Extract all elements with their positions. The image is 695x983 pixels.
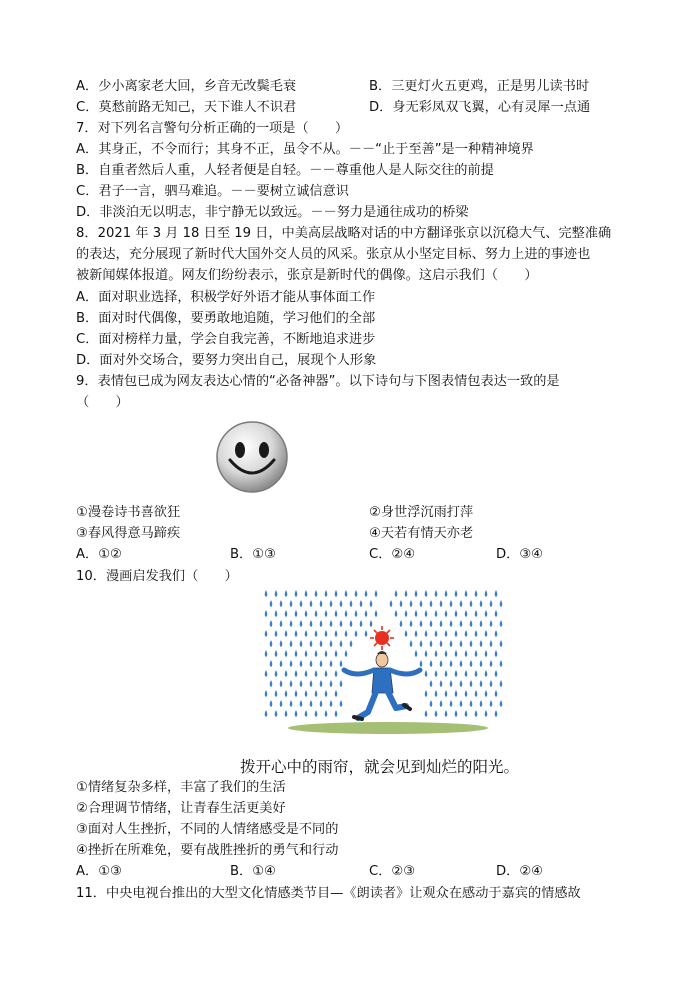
raindrop	[455, 630, 458, 637]
q8-option-a: A．面对职业选择，积极学好外语才能从事体面工作	[76, 290, 376, 305]
raindrop	[305, 670, 308, 677]
raindrop	[280, 620, 283, 627]
raindrop	[345, 590, 348, 597]
raindrop	[280, 640, 283, 647]
raindrop	[335, 670, 338, 677]
raindrop	[275, 610, 278, 617]
raindrop	[405, 590, 408, 597]
raindrop	[445, 610, 448, 617]
raindrop	[470, 640, 473, 647]
q9-stem-line1: 9．表情包已成为网友表达心情的“必备神器”。以下诗句与下图表情包表达一致的是	[76, 374, 560, 389]
raindrop	[295, 670, 298, 677]
raindrop	[315, 690, 318, 697]
raindrop	[280, 600, 283, 607]
q6-option-b: B．三更灯火五更鸡，正是男儿读书时	[369, 79, 590, 94]
raindrop	[345, 630, 348, 637]
raindrop	[295, 650, 298, 657]
raindrop	[285, 650, 288, 657]
raindrop	[320, 600, 323, 607]
raindrop	[285, 690, 288, 697]
raindrop	[410, 620, 413, 627]
raindrop	[495, 630, 498, 637]
raindrop	[460, 620, 463, 627]
raindrop	[265, 610, 268, 617]
raindrop	[495, 670, 498, 677]
raindrop	[325, 710, 328, 717]
raindrop	[420, 640, 423, 647]
raindrop	[450, 640, 453, 647]
raindrop	[440, 680, 443, 687]
raindrop	[440, 600, 443, 607]
raindrop	[480, 680, 483, 687]
raindrop	[480, 600, 483, 607]
raindrop	[425, 630, 428, 637]
raindrop	[275, 710, 278, 717]
raindrop	[440, 620, 443, 627]
q11-stem: 11．中央电视台推出的大型文化情感类节目—《朗读者》让观众在感动于嘉宾的情感故	[76, 886, 581, 901]
q8-option-b: B．面对时代偶像，要勇敢地追随，学习他们的全部	[76, 311, 376, 326]
raindrop	[465, 630, 468, 637]
raindrop	[485, 690, 488, 697]
raindrop	[425, 650, 428, 657]
raindrop	[370, 620, 373, 627]
raindrop	[440, 700, 443, 707]
raindrop	[410, 600, 413, 607]
raindrop	[295, 690, 298, 697]
raindrop	[435, 650, 438, 657]
raindrop	[290, 620, 293, 627]
raindrop	[285, 610, 288, 617]
raindrop	[480, 620, 483, 627]
raindrop	[375, 610, 378, 617]
raindrop	[310, 600, 313, 607]
q10-stem: 10．漫画启发我们（ ）	[76, 569, 238, 584]
raindrop	[350, 620, 353, 627]
q9-item-1: ①漫卷诗书喜欲狂	[76, 505, 181, 520]
raindrop	[435, 610, 438, 617]
raindrop	[475, 630, 478, 637]
raindrop	[360, 620, 363, 627]
raindrop	[315, 610, 318, 617]
smiley-face-emoji	[215, 420, 289, 494]
raindrop	[330, 660, 333, 667]
raindrop	[310, 660, 313, 667]
raindrop	[455, 670, 458, 677]
raindrop	[460, 640, 463, 647]
raindrop	[465, 710, 468, 717]
raindrop	[305, 690, 308, 697]
ground	[288, 722, 488, 734]
raindrop	[335, 590, 338, 597]
raindrop	[330, 700, 333, 707]
raindrop	[270, 600, 273, 607]
raindrop	[485, 670, 488, 677]
raindrop	[265, 590, 268, 597]
q9-item-3: ③春风得意马蹄疾	[76, 526, 181, 541]
raindrop	[390, 600, 393, 607]
raindrop	[285, 630, 288, 637]
raindrop	[455, 710, 458, 717]
raindrop	[415, 590, 418, 597]
raindrop	[445, 690, 448, 697]
raindrop	[460, 700, 463, 707]
raindrop	[345, 650, 348, 657]
raindrop	[465, 650, 468, 657]
q8-stem-line2: 的表达，充分展现了新时代大国外交人员的风采。张京从小坚定目标、努力上进的事迹也	[76, 247, 591, 262]
raindrop	[465, 670, 468, 677]
raindrop	[460, 680, 463, 687]
raindrop	[495, 610, 498, 617]
q9-stem-line2: （ ）	[76, 395, 129, 410]
raindrop	[290, 640, 293, 647]
raindrop	[345, 610, 348, 617]
q6-option-c: C．莫愁前路无知己，天下谁人不识君	[76, 100, 297, 115]
raindrop	[450, 700, 453, 707]
raindrop	[500, 660, 503, 667]
sun-icon	[370, 626, 394, 650]
raindrop	[495, 690, 498, 697]
raindrop	[470, 680, 473, 687]
raindrop	[425, 690, 428, 697]
raindrop	[405, 610, 408, 617]
raindrop	[370, 600, 373, 607]
raindrop	[330, 680, 333, 687]
raindrop	[285, 710, 288, 717]
raindrop	[340, 600, 343, 607]
raindrop	[460, 660, 463, 667]
raindrop	[495, 590, 498, 597]
q9-item-4: ④天若有情天亦老	[369, 526, 474, 541]
raindrop	[485, 630, 488, 637]
q7-stem: 7．对下列名言警句分析正确的一项是（ ）	[76, 121, 349, 136]
raindrop	[430, 620, 433, 627]
raindrop	[445, 710, 448, 717]
raindrop	[295, 710, 298, 717]
raindrop	[455, 650, 458, 657]
raindrop	[340, 640, 343, 647]
raindrop	[430, 700, 433, 707]
raindrop	[500, 700, 503, 707]
raindrop	[290, 660, 293, 667]
q9-item-2: ②身世浮沉雨打萍	[369, 505, 474, 520]
raindrop	[425, 670, 428, 677]
raindrop	[435, 690, 438, 697]
raindrop	[425, 610, 428, 617]
raindrop	[275, 650, 278, 657]
raindrop	[350, 600, 353, 607]
raindrop	[300, 600, 303, 607]
person-figure	[344, 651, 420, 719]
raindrop	[300, 700, 303, 707]
raindrop	[485, 710, 488, 717]
raindrop	[325, 650, 328, 657]
q7-option-c: C．君子一言，驷马难追。－－要树立诚信意识	[76, 184, 349, 199]
raindrop	[420, 660, 423, 667]
raindrop	[355, 630, 358, 637]
q7-option-d: D．非淡泊无以明志，非宁静无以致远。－－努力是通往成功的桥梁	[76, 205, 469, 220]
raindrop	[470, 660, 473, 667]
raindrop	[320, 700, 323, 707]
raindrop	[275, 590, 278, 597]
raindrop	[480, 700, 483, 707]
raindrop	[270, 660, 273, 667]
raindrop	[445, 650, 448, 657]
raindrop	[305, 590, 308, 597]
raindrop	[350, 640, 353, 647]
raindrop	[485, 650, 488, 657]
raindrop	[475, 710, 478, 717]
raindrop	[435, 710, 438, 717]
raindrop	[455, 610, 458, 617]
raindrop	[275, 630, 278, 637]
q10-item-1: ①情绪复杂多样，丰富了我们的生活	[76, 780, 286, 795]
raindrop	[450, 680, 453, 687]
raindrop	[270, 640, 273, 647]
raindrop	[280, 680, 283, 687]
raindrop	[335, 710, 338, 717]
raindrop	[315, 650, 318, 657]
q7-option-a: A．其身正，不令而行；其身不正，虽令不从。－－“止于至善”是一种精神境界	[76, 142, 534, 157]
q7-option-b: B．自重者然后人重，人轻者便是自轻。－－尊重他人是人际交往的前提	[76, 163, 494, 178]
raindrop	[445, 630, 448, 637]
q8-option-c: C．面对榜样力量，学会自我完善，不断地追求进步	[76, 332, 376, 347]
raindrop	[420, 600, 423, 607]
raindrop	[500, 620, 503, 627]
raindrop	[475, 610, 478, 617]
raindrop	[430, 660, 433, 667]
raindrop	[400, 620, 403, 627]
raindrop	[490, 640, 493, 647]
raindrop	[440, 660, 443, 667]
raindrop	[445, 670, 448, 677]
raindrop	[455, 690, 458, 697]
q10-option-a: A．①③	[76, 864, 122, 879]
raindrop	[470, 620, 473, 627]
raindrop	[500, 600, 503, 607]
raindrop	[280, 660, 283, 667]
raindrop	[265, 650, 268, 657]
raindrop	[470, 700, 473, 707]
raindrop	[290, 600, 293, 607]
raindrop	[275, 670, 278, 677]
raindrop	[475, 590, 478, 597]
q10-item-3: ③面对人生挫折，不同的人情绪感受是不同的	[76, 822, 339, 837]
q9-option-c: C．②④	[369, 547, 416, 562]
raindrop	[425, 710, 428, 717]
raindrop	[285, 590, 288, 597]
raindrop	[375, 590, 378, 597]
raindrop	[475, 670, 478, 677]
raindrop	[340, 680, 343, 687]
q9-option-d: D．③④	[496, 547, 543, 562]
q10-item-4: ④挫折在所难免，要有战胜挫折的勇气和行动	[76, 843, 339, 858]
raindrop	[315, 670, 318, 677]
raindrop	[265, 670, 268, 677]
q8-stem-line1: 8．2021 年 3 月 18 日至 19 日，中美高层战略对话的中方翻译张京以沉稳大气、完整准确	[76, 226, 612, 241]
raindrop	[265, 710, 268, 717]
raindrop	[465, 610, 468, 617]
q9-option-b: B．①③	[230, 547, 276, 562]
raindrop	[420, 620, 423, 627]
raindrop	[340, 660, 343, 667]
raindrop	[490, 600, 493, 607]
raindrop	[490, 660, 493, 667]
raindrop	[335, 630, 338, 637]
raindrop	[330, 640, 333, 647]
raindrop	[270, 680, 273, 687]
raindrop	[310, 680, 313, 687]
raindrop	[435, 630, 438, 637]
raindrop	[490, 680, 493, 687]
raindrop	[365, 590, 368, 597]
q10-option-b: B．①④	[230, 864, 276, 879]
raindrop	[310, 620, 313, 627]
raindrop	[295, 630, 298, 637]
raindrop	[290, 680, 293, 687]
raindrop	[315, 630, 318, 637]
raindrop	[435, 670, 438, 677]
raindrop	[320, 680, 323, 687]
raindrop	[430, 680, 433, 687]
raindrop	[340, 620, 343, 627]
raindrop	[430, 640, 433, 647]
raindrop	[480, 640, 483, 647]
raindrop	[335, 610, 338, 617]
raindrop	[335, 690, 338, 697]
raindrop	[305, 630, 308, 637]
q9-option-a: A．①②	[76, 547, 122, 562]
raindrop	[295, 590, 298, 597]
raindrop	[325, 630, 328, 637]
raindrop	[305, 610, 308, 617]
cartoon-caption: 拨开心中的雨帘，就会见到灿烂的阳光。	[240, 758, 520, 776]
raindrop	[425, 590, 428, 597]
q6-option-a: A．少小离家老大回，乡音无改鬓毛衰	[76, 79, 297, 94]
q10-option-d: D．②④	[496, 864, 543, 879]
raindrop	[355, 590, 358, 597]
raindrop	[300, 680, 303, 687]
raindrop	[410, 640, 413, 647]
raindrop	[465, 590, 468, 597]
raindrop	[440, 640, 443, 647]
raindrop	[305, 650, 308, 657]
raindrop	[490, 700, 493, 707]
raindrop	[450, 660, 453, 667]
raindrop	[315, 710, 318, 717]
raindrop	[500, 640, 503, 647]
raindrop	[325, 590, 328, 597]
raindrop	[295, 610, 298, 617]
raindrop	[330, 620, 333, 627]
raindrop	[430, 600, 433, 607]
raindrop	[485, 610, 488, 617]
raindrop	[395, 590, 398, 597]
raindrop	[320, 620, 323, 627]
q10-option-c: C．②③	[369, 864, 416, 879]
raindrop	[340, 700, 343, 707]
raindrop	[490, 620, 493, 627]
q8-option-d: D．面对外交场合，要努力突出自己，展现个人形象	[76, 353, 377, 368]
q6-option-d: D．身无彩凤双飞翼，心有灵犀一点通	[369, 100, 591, 115]
raindrop	[495, 710, 498, 717]
raindrop	[265, 690, 268, 697]
q10-item-2: ②合理调节情绪，让青春生活更美好	[76, 801, 286, 816]
raindrop	[480, 660, 483, 667]
raindrop	[275, 690, 278, 697]
raindrop	[310, 640, 313, 647]
raindrop	[325, 670, 328, 677]
raindrop	[400, 600, 403, 607]
raindrop	[415, 610, 418, 617]
raindrop	[310, 700, 313, 707]
raindrop	[355, 610, 358, 617]
raindrop	[365, 610, 368, 617]
raindrop	[300, 620, 303, 627]
raindrop	[300, 660, 303, 667]
raindrop	[335, 650, 338, 657]
raindrop	[485, 590, 488, 597]
raindrop	[285, 670, 288, 677]
raindrop	[305, 710, 308, 717]
raindrop	[270, 700, 273, 707]
raindrop	[445, 590, 448, 597]
q8-stem-line3: 被新闻媒体报道。网友们纷纷表示，张京是新时代的偶像。这启示我们（ ）	[76, 268, 538, 283]
raindrop	[360, 600, 363, 607]
raindrop	[415, 630, 418, 637]
raindrop	[325, 690, 328, 697]
raindrop	[450, 600, 453, 607]
raindrop	[435, 590, 438, 597]
raindrop	[455, 590, 458, 597]
raindrop	[320, 640, 323, 647]
raindrop	[325, 610, 328, 617]
rain-curtain-cartoon	[260, 588, 504, 740]
raindrop	[280, 700, 283, 707]
raindrop	[270, 620, 273, 627]
raindrop	[500, 680, 503, 687]
raindrop	[265, 630, 268, 637]
raindrop	[495, 650, 498, 657]
raindrop	[475, 650, 478, 657]
raindrop	[465, 690, 468, 697]
raindrop	[470, 600, 473, 607]
raindrop	[475, 690, 478, 697]
raindrop	[330, 600, 333, 607]
raindrop	[460, 600, 463, 607]
raindrop	[365, 630, 368, 637]
raindrop	[290, 700, 293, 707]
raindrop	[405, 630, 408, 637]
raindrop	[415, 650, 418, 657]
raindrop	[315, 590, 318, 597]
raindrop	[320, 660, 323, 667]
raindrop	[300, 640, 303, 647]
raindrop	[450, 620, 453, 627]
raindrop	[395, 610, 398, 617]
